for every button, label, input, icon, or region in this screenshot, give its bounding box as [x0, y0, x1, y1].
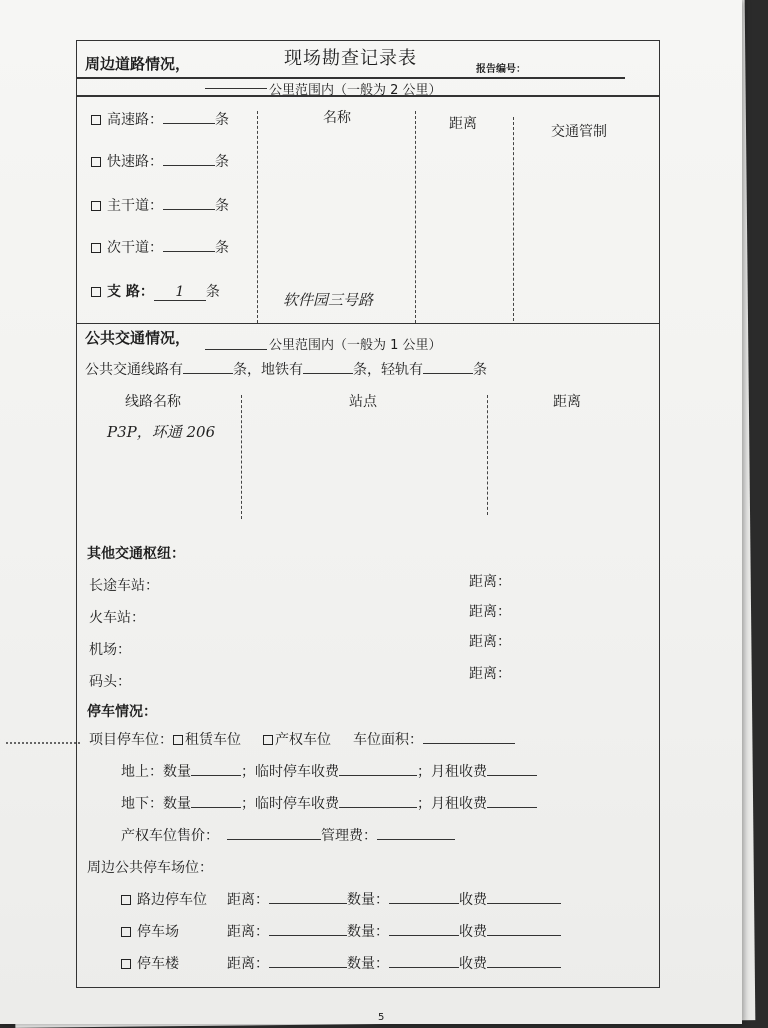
road-type-label: 支 路： [107, 284, 154, 300]
fee-label: 收费 [459, 956, 487, 972]
hubs-heading: 其他交通枢纽： [87, 546, 185, 562]
transit-col-station: 站点 [349, 394, 377, 410]
road-type-label: 高速路： [107, 112, 163, 128]
hub-coach-distance: 距离： [469, 574, 511, 590]
roads-section-divider [77, 323, 659, 324]
public-parking-garage [121, 953, 561, 973]
under-temp-fee-label: ；临时停车收费 [241, 796, 339, 812]
secondary-count-field[interactable] [163, 237, 215, 252]
ground-monthly-fee-label: ；月租收费 [417, 764, 487, 780]
garage-qty-field[interactable] [389, 953, 459, 968]
roads-range-field[interactable] [205, 74, 267, 89]
ground-qty-label: 地上：数量 [121, 764, 191, 780]
bus-lines-field[interactable] [183, 359, 233, 374]
transit-lines-label: 公共交通线路有 [85, 362, 183, 378]
road-type-label: 次干道： [107, 240, 163, 256]
handwritten-road-name: 软件园三号路 [283, 291, 374, 309]
hub-pier: 码头： [89, 674, 131, 690]
road-unit: 条 [215, 198, 229, 214]
transit-divider-1 [241, 395, 242, 519]
parking-heading: 停车情况： [87, 704, 157, 720]
garage-checkbox[interactable] [121, 959, 131, 969]
roadside-checkbox[interactable] [121, 895, 131, 905]
ground-monthly-fee-field[interactable] [487, 761, 537, 776]
ground-parking-row [121, 761, 537, 781]
arterial-count-field[interactable] [163, 195, 215, 210]
dist-label: 距离： [227, 892, 269, 908]
transit-unit: 条 [473, 362, 487, 378]
property-price-row [121, 825, 455, 845]
hub-airport-distance: 距离： [469, 634, 511, 650]
hub-airport: 机场： [89, 642, 131, 658]
hub-train-distance: 距离： [469, 604, 511, 620]
dist-label: 距离： [227, 924, 269, 940]
road-unit: 条 [205, 284, 220, 300]
margin-mark [6, 742, 80, 744]
roadside-dist-field[interactable] [269, 889, 347, 904]
branch-checkbox[interactable] [91, 287, 101, 297]
page-number: 5 [378, 1012, 385, 1023]
arterial-checkbox[interactable] [91, 201, 101, 211]
roads-col-name: 名称 [323, 110, 351, 126]
roadside-label: 路边停车位 [137, 892, 207, 908]
transit-range-label: 公里范围内（一般为 1 公里） [269, 338, 442, 353]
branch-count-field[interactable]: 1 [154, 286, 206, 301]
dist-label: 距离： [227, 956, 269, 972]
project-parking-label: 项目停车位： [89, 732, 173, 748]
ground-temp-fee-field[interactable] [339, 761, 417, 776]
lot-dist-field[interactable] [269, 921, 347, 936]
ground-qty-field[interactable] [191, 761, 241, 776]
area-label: 车位面积： [353, 732, 423, 748]
road-type-label: 快速路： [107, 154, 163, 170]
road-type-arterial[interactable] [91, 195, 229, 215]
underground-parking-row [121, 793, 537, 813]
transit-col-distance: 距离 [553, 394, 581, 410]
under-qty-field[interactable] [191, 793, 241, 808]
metro-lines-field[interactable] [303, 359, 353, 374]
public-parking-lot [121, 921, 561, 941]
public-parking-heading: 周边公共停车场位： [87, 860, 213, 876]
transit-lines-row [85, 359, 487, 379]
roads-divider-2 [415, 111, 416, 323]
parking-lot-label: 停车场 [137, 924, 179, 940]
hub-pier-distance: 距离： [469, 666, 511, 682]
fee-label: 收费 [459, 924, 487, 940]
under-qty-label: 地下：数量 [121, 796, 191, 812]
highway-checkbox[interactable] [91, 115, 101, 125]
road-type-expressway[interactable] [91, 151, 229, 171]
ground-temp-fee-label: ；临时停车收费 [241, 764, 339, 780]
rent-checkbox[interactable] [173, 735, 183, 745]
roads-col-distance: 距离 [449, 116, 477, 132]
lot-fee-field[interactable] [487, 921, 561, 936]
transit-divider-2 [487, 395, 488, 515]
report-number-label: 报告编号： [476, 64, 526, 75]
lot-qty-field[interactable] [389, 921, 459, 936]
property-option-label: 产权车位 [275, 732, 331, 748]
road-unit: 条 [215, 112, 229, 128]
transit-range-field[interactable] [205, 335, 267, 350]
road-unit: 条 [215, 154, 229, 170]
handwritten-bus-line: P3P，环通 206 [107, 423, 216, 441]
hub-coach-station: 长途车站： [89, 578, 159, 594]
area-field[interactable] [423, 729, 515, 744]
qty-label: 数量： [347, 892, 389, 908]
price-field[interactable] [227, 825, 321, 840]
under-temp-fee-field[interactable] [339, 793, 417, 808]
roads-col-traffic: 交通管制 [551, 124, 607, 140]
roads-heading: 周边道路情况， [85, 55, 191, 73]
garage-label: 停车楼 [137, 956, 179, 972]
hub-train-station: 火车站： [89, 610, 145, 626]
mgmt-fee-field[interactable] [377, 825, 455, 840]
page-title: 现场勘查记录表 [284, 48, 417, 69]
secondary-checkbox[interactable] [91, 243, 101, 253]
garage-fee-field[interactable] [487, 953, 561, 968]
road-type-label: 主干道： [107, 198, 163, 214]
qty-label: 数量： [347, 924, 389, 940]
roads-divider-1 [257, 111, 258, 323]
qty-label: 数量： [347, 956, 389, 972]
rent-option-label: 租赁车位 [185, 732, 241, 748]
under-monthly-fee-label: ；月租收费 [417, 796, 487, 812]
road-unit: 条 [215, 240, 229, 256]
roads-range-label: 公里范围内（一般为 2 公里） [269, 83, 442, 98]
price-label: 产权车位售价： [121, 828, 219, 844]
road-type-branch[interactable] [91, 281, 220, 301]
metro-label: 条，地铁有 [233, 362, 303, 378]
roads-divider-3 [513, 117, 514, 321]
expressway-checkbox[interactable] [91, 157, 101, 167]
roadside-fee-field[interactable] [487, 889, 561, 904]
garage-dist-field[interactable] [269, 953, 347, 968]
property-checkbox[interactable] [263, 735, 273, 745]
expressway-count-field[interactable] [163, 151, 215, 166]
under-monthly-fee-field[interactable] [487, 793, 537, 808]
light-rail-field[interactable] [423, 359, 473, 374]
transit-heading: 公共交通情况， [85, 329, 191, 347]
survey-form [76, 40, 660, 988]
mgmt-fee-label: 管理费： [321, 828, 377, 844]
parking-lot-checkbox[interactable] [121, 927, 131, 937]
road-type-highway[interactable] [91, 109, 229, 129]
fee-label: 收费 [459, 892, 487, 908]
road-type-secondary[interactable] [91, 237, 229, 257]
highway-count-field[interactable] [163, 109, 215, 124]
roadside-qty-field[interactable] [389, 889, 459, 904]
project-parking-row [89, 729, 515, 749]
light-rail-label: 条，轻轨有 [353, 362, 423, 378]
public-parking-roadside [121, 889, 561, 909]
transit-col-line: 线路名称 [125, 394, 181, 410]
